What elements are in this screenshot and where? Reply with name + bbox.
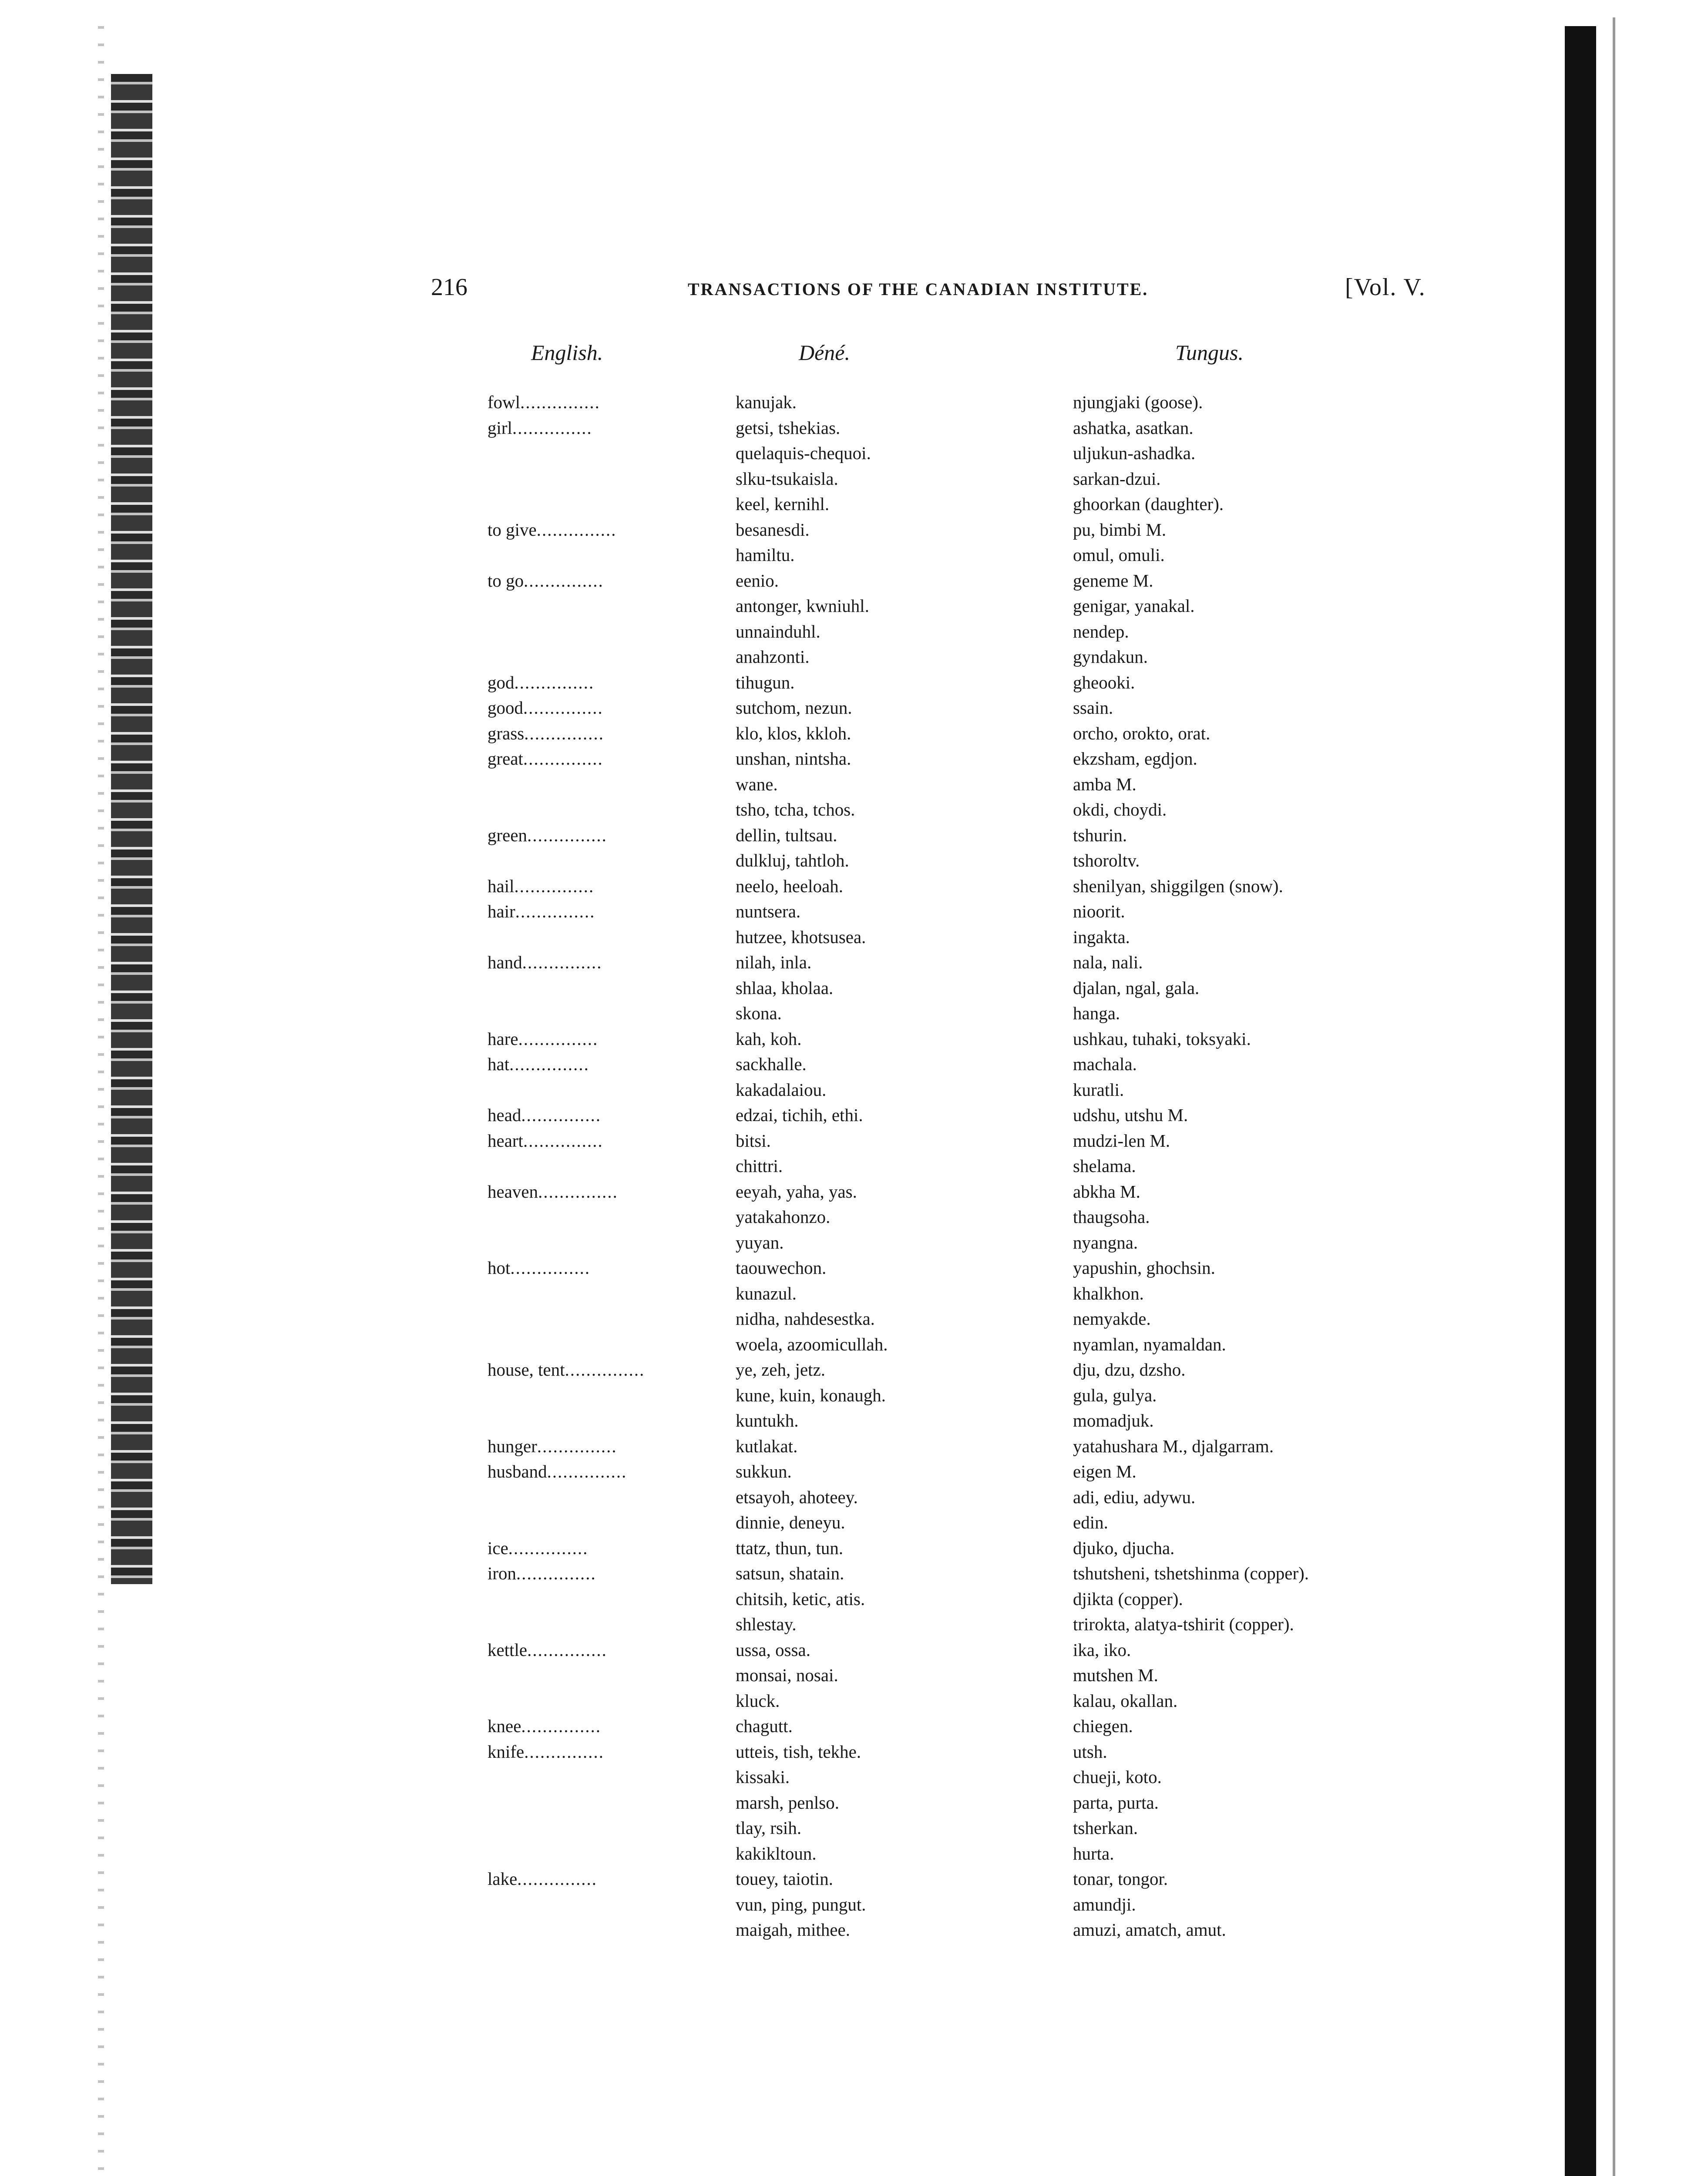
table-row [488, 721, 1489, 746]
dot-leader: ............... [536, 519, 617, 540]
tungus-word: kuratli. [1073, 1079, 1124, 1100]
tungus-word: gheooki. [1073, 672, 1135, 692]
dene-word: unnainduhl. [736, 621, 820, 641]
english-word-text: knee [488, 1716, 521, 1736]
table-row [488, 1790, 1489, 1816]
table-row [488, 1739, 1489, 1765]
english-word [488, 1255, 679, 1280]
dene-word: nidha, nahdesestka. [736, 1309, 875, 1329]
dene-word: slku-tsukaisla. [736, 468, 838, 489]
dene-word: kakadalaiou. [736, 1079, 827, 1100]
tungus-word: okdi, choydi. [1073, 799, 1167, 819]
dene-word: dulkluj, tahtloh. [736, 850, 849, 870]
english-word-text: fowl [488, 392, 521, 412]
dene-word: chagutt. [736, 1716, 793, 1736]
english-word-text: hand [488, 952, 522, 972]
tungus-word: tonar, tongor. [1073, 1869, 1168, 1889]
dot-leader: ............... [514, 876, 595, 896]
dene-word: sackhalle. [736, 1054, 807, 1074]
tungus-word: utsh. [1073, 1741, 1107, 1762]
english-word [488, 1739, 679, 1764]
tungus-word: ashatka, asatkan. [1073, 417, 1194, 438]
english-word [488, 695, 679, 720]
table-row [488, 1892, 1489, 1917]
table-row [488, 772, 1489, 797]
table-row [488, 1332, 1489, 1357]
table-row [488, 1357, 1489, 1383]
english-word-text: heart [488, 1130, 523, 1151]
table-row [488, 593, 1489, 619]
dene-word: utteis, tish, tekhe. [736, 1741, 861, 1762]
english-word [488, 415, 679, 440]
english-word-text: to give [488, 519, 537, 540]
dene-word: klo, klos, kkloh. [736, 723, 851, 743]
tungus-word: mutshen M. [1073, 1665, 1158, 1685]
column-header-dene: Déné. [799, 340, 850, 365]
dot-leader: ............... [565, 1360, 645, 1380]
tungus-word: shenilyan, shiggilgen (snow). [1073, 876, 1283, 896]
tungus-word: genigar, yanakal. [1073, 596, 1195, 616]
dene-word: etsayoh, ahoteey. [736, 1487, 858, 1507]
scan-edge-right-thin [1613, 17, 1615, 2176]
tungus-word: geneme M. [1073, 570, 1153, 591]
english-word-text: hot [488, 1258, 511, 1278]
dene-word: hutzee, khotsusea. [736, 927, 866, 947]
english-word-text: green [488, 825, 528, 845]
table-row [488, 1688, 1489, 1714]
table-row [488, 1815, 1489, 1841]
table-row [488, 746, 1489, 772]
dene-word: kakikltoun. [736, 1843, 817, 1864]
dene-word: skona. [736, 1003, 782, 1023]
table-row [488, 1281, 1489, 1306]
tungus-word: mudzi-len M. [1073, 1130, 1170, 1151]
dot-leader: ............... [537, 1436, 617, 1456]
dene-word: satsun, shatain. [736, 1563, 844, 1583]
dot-leader: ............... [523, 1130, 603, 1151]
tungus-word: omul, omuli. [1073, 545, 1165, 565]
dene-word: shlestay. [736, 1614, 797, 1634]
table-row [488, 1230, 1489, 1256]
dene-word: keel, kernihl. [736, 494, 830, 514]
running-title: TRANSACTIONS OF THE CANADIAN INSTITUTE. [688, 279, 1149, 299]
tungus-word: tshurin. [1073, 825, 1127, 845]
table-row [488, 415, 1489, 441]
dene-word: chitsih, ketic, atis. [736, 1588, 865, 1609]
english-word [488, 950, 679, 975]
dene-word: neelo, heeloah. [736, 876, 844, 896]
tungus-word: ika, iko. [1073, 1639, 1131, 1660]
dene-word: edzai, tichih, ethi. [736, 1105, 863, 1125]
tungus-word: abkha M. [1073, 1181, 1140, 1202]
dene-word: tihugun. [736, 672, 795, 692]
dene-word: kune, kuin, konaugh. [736, 1385, 886, 1405]
tungus-word: shelama. [1073, 1156, 1136, 1176]
dene-word: antonger, kwniuhl. [736, 596, 869, 616]
tungus-word: djalan, ngal, gala. [1073, 977, 1200, 998]
english-word [488, 746, 679, 771]
english-word [488, 873, 679, 899]
table-row [488, 695, 1489, 721]
english-word-text: knife [488, 1741, 525, 1762]
table-row [488, 1001, 1489, 1026]
dene-word: monsai, nosai. [736, 1665, 838, 1685]
tungus-word: orcho, orokto, orat. [1073, 723, 1210, 743]
english-word-text: grass [488, 723, 525, 743]
tungus-word: nyangna. [1073, 1232, 1138, 1253]
scan-edge-right [1565, 26, 1596, 2176]
tungus-word: ingakta. [1073, 927, 1130, 947]
dene-word: kuntukh. [736, 1410, 799, 1431]
dot-leader: ............... [517, 1869, 598, 1889]
column-header-tungus: Tungus. [1175, 340, 1244, 365]
tungus-word: ekzsham, egdjon. [1073, 749, 1197, 769]
tungus-word: machala. [1073, 1054, 1137, 1074]
dot-leader: ............... [524, 570, 604, 591]
table-row [488, 1637, 1489, 1663]
table-row [488, 1306, 1489, 1332]
english-word-text: hail [488, 876, 514, 896]
english-word [488, 1561, 679, 1586]
table-row [488, 1408, 1489, 1434]
tungus-word: edin. [1073, 1512, 1108, 1532]
dot-leader: ............... [512, 417, 592, 438]
dot-leader: ............... [522, 952, 602, 972]
dene-word: ttatz, thun, tun. [736, 1538, 844, 1558]
english-word [488, 1128, 679, 1153]
table-row [488, 1612, 1489, 1637]
tungus-word: hanga. [1073, 1003, 1120, 1023]
table-row [488, 924, 1489, 950]
dene-word: eeyah, yaha, yas. [736, 1181, 857, 1202]
table-row [488, 1586, 1489, 1612]
english-word-text: good [488, 698, 523, 718]
english-word [488, 899, 679, 924]
tungus-word: djikta (copper). [1073, 1588, 1183, 1609]
english-word [488, 1051, 679, 1077]
tungus-word: thaugsoha. [1073, 1207, 1150, 1227]
page-header [431, 272, 1510, 311]
dot-leader: ............... [518, 1028, 598, 1049]
table-row [488, 568, 1489, 594]
table-row [488, 1866, 1489, 1892]
dene-word: besanesdi. [736, 519, 810, 540]
dene-word: bitsi. [736, 1130, 771, 1151]
english-word [488, 823, 679, 848]
table-row [488, 1102, 1489, 1128]
dene-word: touey, taiotin. [736, 1869, 833, 1889]
english-word-text: husband [488, 1461, 547, 1481]
english-word [488, 568, 679, 593]
english-word-text: girl [488, 417, 512, 438]
tungus-word: trirokta, alatya-tshirit (copper). [1073, 1614, 1294, 1634]
tungus-word: dju, dzu, dzsho. [1073, 1360, 1186, 1380]
dot-leader: ............... [521, 1716, 602, 1736]
tungus-word: udshu, utshu M. [1073, 1105, 1188, 1125]
table-row [488, 1484, 1489, 1510]
dene-word: ye, zeh, jetz. [736, 1360, 826, 1380]
english-word-text: lake [488, 1869, 518, 1889]
table-row [488, 619, 1489, 645]
tungus-word: chiegen. [1073, 1716, 1133, 1736]
tungus-word: momadjuk. [1073, 1410, 1154, 1431]
dot-leader: ............... [524, 1741, 604, 1762]
dene-word: nuntsera. [736, 901, 801, 921]
dene-word: yuyan. [736, 1232, 784, 1253]
tungus-word: nemyakde. [1073, 1309, 1151, 1329]
table-row [488, 848, 1489, 873]
page-number: 216 [431, 274, 467, 301]
tungus-word: njungjaki (goose). [1073, 392, 1203, 412]
dene-word: getsi, tshekias. [736, 417, 841, 438]
dene-word: quelaquis-chequoi. [736, 443, 871, 463]
tungus-word: amundji. [1073, 1894, 1136, 1914]
english-word [488, 517, 679, 542]
dene-word: vun, ping, pungut. [736, 1894, 866, 1914]
dene-word: kluck. [736, 1690, 780, 1711]
dot-leader: ............... [516, 1563, 596, 1583]
tungus-word: amuzi, amatch, amut. [1073, 1920, 1226, 1940]
tungus-word: nioorit. [1073, 901, 1125, 921]
table-row [488, 1662, 1489, 1688]
tungus-word: adi, ediu, adywu. [1073, 1487, 1196, 1507]
tungus-word: tshutsheni, tshetshinma (copper). [1073, 1563, 1309, 1583]
dot-leader: ............... [514, 672, 595, 692]
tungus-word: sarkan-dzui. [1073, 468, 1161, 489]
table-row [488, 644, 1489, 670]
dene-word: tlay, rsih. [736, 1818, 802, 1838]
dene-word: hamiltu. [736, 545, 795, 565]
table-row [488, 1459, 1489, 1484]
tungus-word: parta, purta. [1073, 1792, 1159, 1813]
tungus-word: chueji, koto. [1073, 1767, 1162, 1787]
dene-word: dinnie, deneyu. [736, 1512, 845, 1532]
table-row [488, 899, 1489, 924]
tungus-word: amba M. [1073, 774, 1136, 794]
tungus-word: ghoorkan (daughter). [1073, 494, 1224, 514]
tungus-word: nala, nali. [1073, 952, 1143, 972]
table-row [488, 1128, 1489, 1154]
dot-leader: ............... [508, 1538, 588, 1558]
tungus-word: hurta. [1073, 1843, 1114, 1864]
dot-leader: ............... [521, 1105, 602, 1125]
table-row [488, 873, 1489, 899]
dene-word: unshan, nintsha. [736, 749, 851, 769]
dene-word: kutlakat. [736, 1436, 798, 1456]
tungus-word: gyndakun. [1073, 647, 1148, 667]
english-word-text: house, tent [488, 1360, 565, 1380]
english-word-text: kettle [488, 1639, 528, 1660]
table-row [488, 1713, 1489, 1739]
dene-word: wane. [736, 774, 778, 794]
table-row [488, 1383, 1489, 1408]
english-word [488, 670, 679, 695]
english-word [488, 390, 679, 415]
table-row [488, 440, 1489, 466]
english-word [488, 1026, 679, 1051]
dene-word: sukkun. [736, 1461, 792, 1481]
volume-label: [Vol. V. [1345, 274, 1426, 301]
english-word-text: hair [488, 901, 515, 921]
english-word [488, 1535, 679, 1561]
dene-word: yatakahonzo. [736, 1207, 830, 1227]
dot-leader: ............... [523, 698, 603, 718]
dot-leader: ............... [547, 1461, 627, 1481]
dene-word: sutchom, nezun. [736, 698, 852, 718]
dot-leader: ............... [538, 1181, 618, 1202]
english-word [488, 1866, 679, 1891]
tungus-word: khalkhon. [1073, 1283, 1144, 1303]
dene-word: anahzonti. [736, 647, 810, 667]
table-row [488, 1077, 1489, 1103]
tungus-word: tsherkan. [1073, 1818, 1138, 1838]
table-row [488, 1026, 1489, 1052]
english-word-text: god [488, 672, 514, 692]
table-row [488, 1153, 1489, 1179]
english-word-text: ice [488, 1538, 508, 1558]
tungus-word: ssain. [1073, 698, 1113, 718]
table-row [488, 542, 1489, 568]
table-row [488, 950, 1489, 975]
english-word-text: head [488, 1105, 521, 1125]
dene-word: eenio. [736, 570, 779, 591]
english-word-text: hare [488, 1028, 518, 1049]
dene-word: kunazul. [736, 1283, 797, 1303]
tungus-word: kalau, okallan. [1073, 1690, 1178, 1711]
tungus-word: tshoroltv. [1073, 850, 1140, 870]
dot-leader: ............... [515, 901, 595, 921]
dene-word: kanujak. [736, 392, 797, 412]
dene-word: kissaki. [736, 1767, 790, 1787]
dot-leader: ............... [510, 1258, 591, 1278]
scan-edge-left [111, 74, 152, 1584]
table-row [488, 1841, 1489, 1867]
vocabulary-table [488, 390, 1489, 1943]
table-row [488, 797, 1489, 823]
table-row [488, 1561, 1489, 1586]
english-word [488, 1357, 679, 1382]
table-row [488, 1255, 1489, 1281]
english-word [488, 1459, 679, 1484]
dot-leader: ............... [524, 723, 605, 743]
tungus-word: nendep. [1073, 621, 1129, 641]
table-row [488, 1917, 1489, 1943]
dene-word: maigah, mithee. [736, 1920, 850, 1940]
table-row [488, 975, 1489, 1001]
table-row [488, 1535, 1489, 1561]
table-row [488, 390, 1489, 415]
tungus-word: pu, bimbi M. [1073, 519, 1167, 540]
english-word-text: iron [488, 1563, 517, 1583]
dene-word: ussa, ossa. [736, 1639, 810, 1660]
english-word-text: to go [488, 570, 524, 591]
table-row [488, 823, 1489, 848]
table-row [488, 466, 1489, 492]
table-row [488, 1764, 1489, 1790]
english-word-text: hunger [488, 1436, 537, 1456]
english-word [488, 1713, 679, 1739]
tungus-word: nyamlan, nyamaldan. [1073, 1334, 1226, 1354]
english-word [488, 1179, 679, 1204]
tungus-word: gula, gulya. [1073, 1385, 1157, 1405]
table-row [488, 670, 1489, 695]
english-word [488, 1102, 679, 1128]
tungus-word: djuko, djucha. [1073, 1538, 1175, 1558]
english-word [488, 1637, 679, 1662]
column-header-english: English. [531, 340, 603, 365]
tungus-word: eigen M. [1073, 1461, 1136, 1481]
dene-word: dellin, tultsau. [736, 825, 837, 845]
tungus-word: yapushin, ghochsin. [1073, 1258, 1215, 1278]
dot-leader: ............... [523, 749, 603, 769]
dene-word: chittri. [736, 1156, 783, 1176]
dot-leader: ............... [527, 1639, 607, 1660]
dene-word: marsh, penlso. [736, 1792, 839, 1813]
english-word-text: hat [488, 1054, 510, 1074]
table-row [488, 517, 1489, 543]
tungus-word: yatahushara M., djalgarram. [1073, 1436, 1274, 1456]
table-row [488, 1051, 1489, 1077]
dot-leader: ............... [509, 1054, 589, 1074]
dene-word: nilah, inla. [736, 952, 812, 972]
english-word [488, 721, 679, 746]
dene-word: kah, koh. [736, 1028, 802, 1049]
dene-word: woela, azoomicullah. [736, 1334, 888, 1354]
dene-word: shlaa, kholaa. [736, 977, 834, 998]
english-word-text: great [488, 749, 523, 769]
table-row [488, 1179, 1489, 1205]
table-row [488, 1204, 1489, 1230]
table-row [488, 1510, 1489, 1535]
english-word [488, 1434, 679, 1459]
dot-leader: ............... [527, 825, 607, 845]
english-word-text: heaven [488, 1181, 538, 1202]
table-row [488, 491, 1489, 517]
tungus-word: ushkau, tuhaki, toksyaki. [1073, 1028, 1251, 1049]
dot-leader: ............... [520, 392, 600, 412]
dene-word: tsho, tcha, tchos. [736, 799, 855, 819]
dene-word: taouwechon. [736, 1258, 827, 1278]
table-row [488, 1434, 1489, 1459]
scan-edge-left-thin [98, 26, 104, 2176]
tungus-word: uljukun-ashadka. [1073, 443, 1196, 463]
